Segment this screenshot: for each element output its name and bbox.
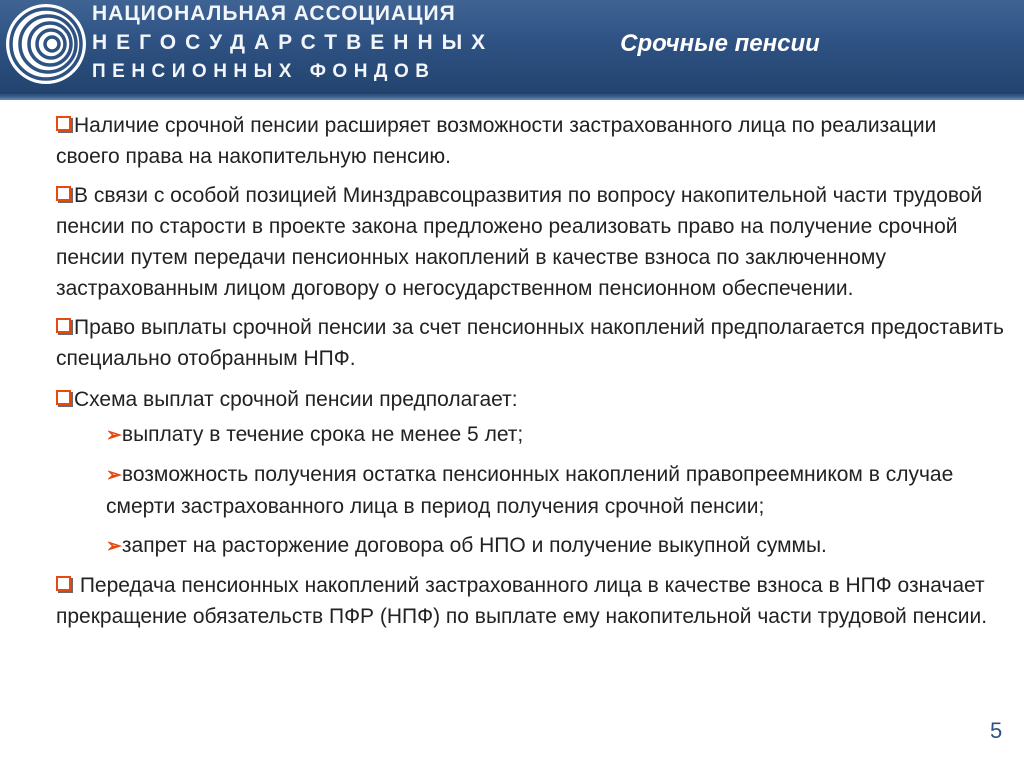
bullet-paragraph xyxy=(56,570,1004,632)
arrow-bullet-icon: ➢ xyxy=(106,536,122,557)
bullet-paragraph xyxy=(56,312,1004,374)
org-name-line-2: НЕГОСУДАРСТВЕННЫХ xyxy=(92,31,495,54)
sub-bullet xyxy=(106,459,1004,522)
bullet-text: В связи с особой позицией Минздравсоцразвития по вопросу накопительной части трудовой пенсии по старости в проекте закона предложено реализовать право на получение срочной пенсии путем передачи пенсионных накоплений в качестве взноса по заключенному застрахованным лицом договору о негосударственном пенсионном обеспечении. xyxy=(56,184,983,300)
checkbox-bullet-icon xyxy=(56,390,71,405)
checkbox-bullet-icon xyxy=(56,116,71,131)
bullet-text: Передача пенсионных накоплений застрахованного лица в качестве взноса в НПФ означает прекращение обязательств ПФР (НПФ) по выплате ему накопительной части трудовой пенсии. xyxy=(56,574,988,628)
header-divider xyxy=(0,92,1024,100)
slide-title: Срочные пенсии xyxy=(620,30,820,57)
bullet-paragraph xyxy=(56,110,1004,172)
bullet-text: Наличие срочной пенсии расширяет возможности застрахованного лица по реализации своего права на накопительную пенсию. xyxy=(56,114,937,168)
sub-bullet xyxy=(106,530,1004,562)
bullet-text: Право выплаты срочной пенсии за счет пенсионных накоплений предполагается предоставить специально отобранным НПФ. xyxy=(56,316,1004,370)
bullet-paragraph xyxy=(56,384,1004,415)
spiral-logo-icon xyxy=(4,2,88,86)
slide-content xyxy=(56,110,1004,640)
sub-bullet-text: выплату в течение срока не менее 5 лет; xyxy=(121,423,524,446)
sub-bullet xyxy=(106,419,1004,451)
checkbox-bullet-icon xyxy=(56,186,71,201)
sub-bullet-text: запрет на расторжение договора об НПО и получение выкупной суммы. xyxy=(121,534,827,557)
sub-bullet-text: возможность получения остатка пенсионных накоплений правопреемником в случае смерти застрахованного лица в период получения срочной пенсии; xyxy=(106,463,954,518)
org-name-line-3: ПЕНСИОННЫХ ФОНДОВ xyxy=(92,61,436,82)
checkbox-bullet-icon xyxy=(56,318,71,333)
page-number: 5 xyxy=(990,718,1003,743)
bullet-paragraph xyxy=(56,180,1004,304)
org-name-line-1: НАЦИОНАЛЬНАЯ АССОЦИАЦИЯ xyxy=(92,2,456,25)
checkbox-bullet-icon xyxy=(56,576,71,591)
header-bar xyxy=(0,0,1024,92)
arrow-bullet-icon: ➢ xyxy=(106,465,122,486)
bullet-text: Схема выплат срочной пенсии предполагает: xyxy=(74,388,518,411)
arrow-bullet-icon: ➢ xyxy=(106,425,122,446)
